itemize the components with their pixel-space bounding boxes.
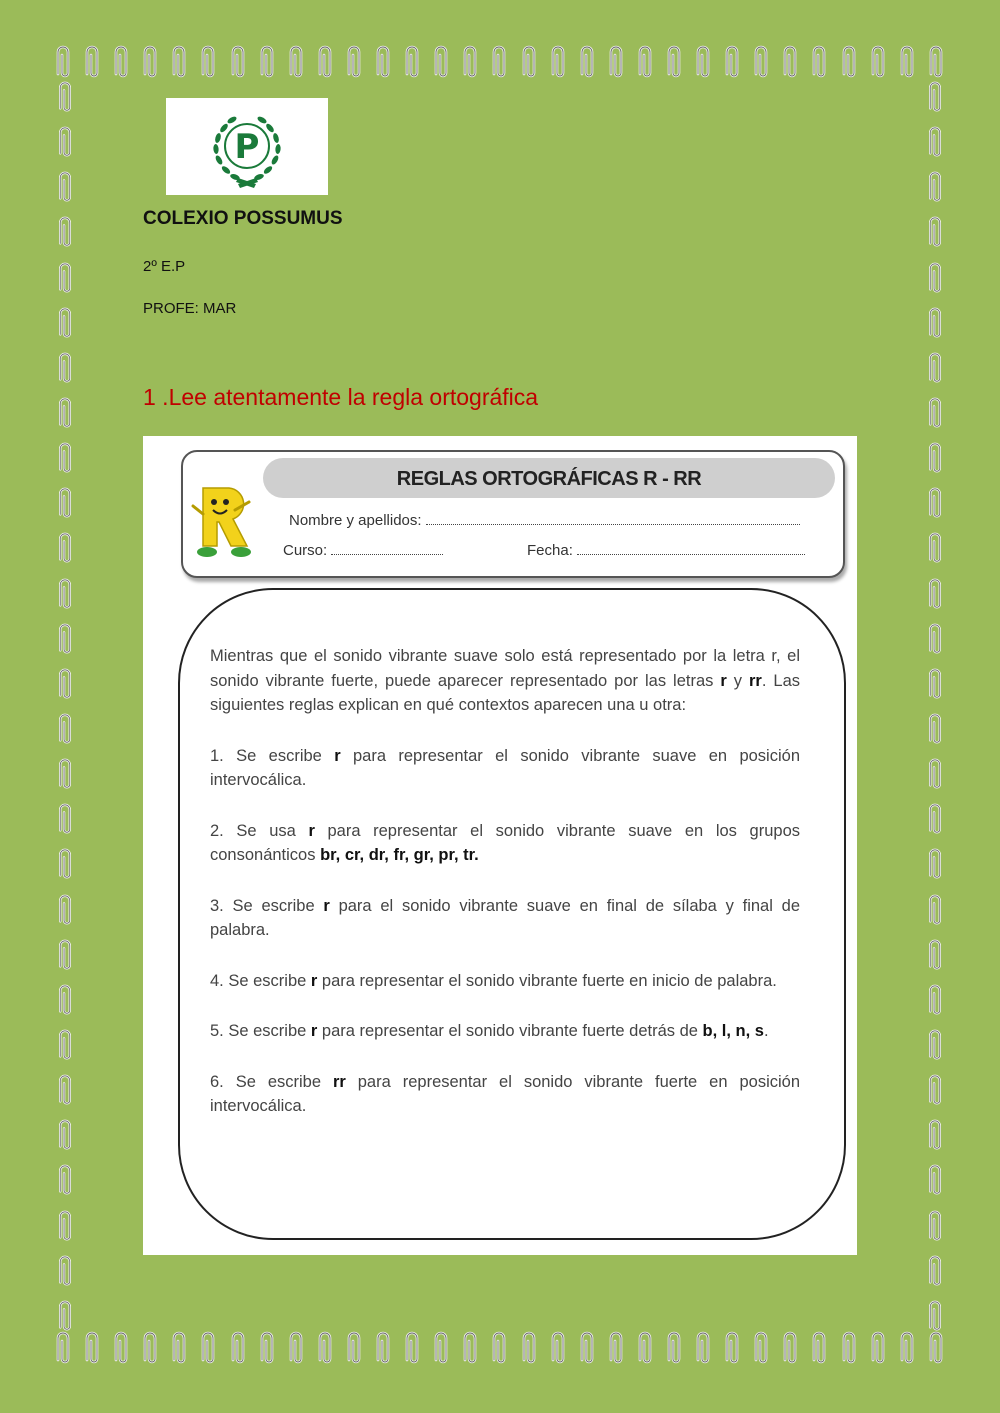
rules-box: [178, 588, 846, 1240]
paperclip-icon: [663, 44, 685, 82]
paperclip-icon: [168, 1330, 190, 1368]
intro-text-a: Mientras que el sonido vibrante suave solo está representado por la letra r, el sonido vibrante fuerte, puede aparecer representado por las letras: [210, 647, 800, 690]
paperclip-icon: [54, 215, 76, 251]
paperclip-icon: [924, 1163, 946, 1199]
paperclip-icon: [459, 44, 481, 82]
paperclip-icon: [924, 486, 946, 522]
paperclip-icon: [314, 1330, 336, 1368]
paperclip-icon: [750, 1330, 772, 1368]
paperclip-icon: [54, 396, 76, 432]
paperclip-icon: [634, 1330, 656, 1368]
paperclip-icon: [168, 44, 190, 82]
rules-intro: [210, 644, 800, 718]
school-name: COLEXIO POSSUMUS: [143, 208, 343, 229]
paperclip-icon: [54, 1028, 76, 1064]
rule-5: 5. Se escribe r para representar el sonido vibrante fuerte detrás de b, l, n, s.: [210, 1022, 769, 1040]
school-logo: [166, 98, 328, 195]
paperclip-icon: [547, 44, 569, 82]
paperclip-icon: [924, 351, 946, 387]
paperclip-icon: [54, 667, 76, 703]
teacher-label: PROFE: MAR: [143, 300, 237, 317]
course-blank: [331, 540, 443, 555]
course-label: 2º E.P: [143, 258, 186, 275]
intro-text-d: . Las siguientes reglas explican en qué contextos aparecen una u otra:: [210, 671, 801, 714]
paperclip-icon: [924, 306, 946, 342]
paperclip-icon: [924, 938, 946, 974]
rule-2: 2. Se usa r para representar el sonido vibrante suave en los grupos consonánticos br, cr, dr, fr, gr, pr, tr.: [210, 821, 800, 864]
intro-letter-rr: rr: [749, 671, 762, 690]
rule-6: 6. Se escribe rr para representar el sonido vibrante fuerte en posición intervocálica.: [210, 1072, 800, 1115]
course-field: [283, 540, 443, 559]
paperclip-icon: [924, 1118, 946, 1154]
paperclip-icon: [924, 396, 946, 432]
paperclip-icon: [547, 1330, 569, 1368]
paperclip-icon: [808, 44, 830, 82]
paperclip-icon: [924, 531, 946, 567]
paperclip-icon: [925, 44, 947, 82]
paperclip-icon: [896, 44, 918, 82]
paperclip-icon: [401, 1330, 423, 1368]
paperclip-icon: [54, 486, 76, 522]
paperclip-icon: [430, 1330, 452, 1368]
paperclip-icon: [139, 44, 161, 82]
paperclip-icon: [867, 44, 889, 82]
paperclip-icon: [227, 1330, 249, 1368]
paperclip-icon: [227, 44, 249, 82]
paperclip-icon: [663, 1330, 685, 1368]
paperclip-icon: [896, 1330, 918, 1368]
paperclip-icon: [54, 1299, 76, 1335]
paperclip-icon: [81, 44, 103, 82]
paperclip-icon: [924, 757, 946, 793]
paperclip-icon: [779, 44, 801, 82]
paperclip-icon: [343, 44, 365, 82]
paperclip-icon: [54, 1209, 76, 1245]
paperclip-icon: [576, 1330, 598, 1368]
intro-letter-r: r: [720, 671, 727, 690]
paperclip-icon: [924, 802, 946, 838]
paperclip-icon: [285, 1330, 307, 1368]
paperclip-icon: [54, 938, 76, 974]
paperclip-icon: [867, 1330, 889, 1368]
paperclip-icon: [54, 125, 76, 161]
paperclip-icon: [54, 802, 76, 838]
title-band: [263, 458, 835, 498]
paperclip-icon: [139, 1330, 161, 1368]
paperclip-border-right: [924, 80, 946, 1335]
paperclip-icon: [52, 1330, 74, 1368]
paperclip-border-left: [54, 80, 76, 1335]
paperclip-icon: [721, 1330, 743, 1368]
paperclip-border-bottom: [52, 1330, 947, 1368]
exercise-instruction: 1 .Lee atentamente la regla ortográfica: [143, 384, 539, 410]
paperclip-border-top: [52, 44, 947, 82]
paperclip-icon: [54, 351, 76, 387]
name-field: [289, 510, 800, 529]
paperclip-icon: [924, 261, 946, 297]
paperclip-icon: [81, 1330, 103, 1368]
paperclip-icon: [924, 1299, 946, 1335]
paperclip-icon: [924, 1209, 946, 1245]
paperclip-icon: [54, 1163, 76, 1199]
paperclip-icon: [54, 170, 76, 206]
paperclip-icon: [808, 1330, 830, 1368]
paperclip-icon: [54, 261, 76, 297]
paperclip-icon: [372, 1330, 394, 1368]
paperclip-icon: [692, 44, 714, 82]
course-field-label: Curso:: [283, 542, 328, 559]
paperclip-icon: [924, 712, 946, 748]
paperclip-icon: [54, 622, 76, 658]
paperclip-icon: [924, 125, 946, 161]
paperclip-icon: [54, 712, 76, 748]
name-blank: [426, 510, 800, 525]
paperclip-icon: [401, 44, 423, 82]
paperclip-icon: [518, 1330, 540, 1368]
paperclip-icon: [256, 44, 278, 82]
paperclip-icon: [605, 44, 627, 82]
rule-1: 1. Se escribe r para representar el sonido vibrante suave en posición intervocálica.: [210, 746, 800, 789]
paperclip-icon: [54, 1073, 76, 1109]
rule-3: 3. Se escribe r para el sonido vibrante suave en final de sílaba y final de palabra.: [210, 896, 800, 939]
paperclip-icon: [285, 44, 307, 82]
paperclip-icon: [54, 983, 76, 1019]
paperclip-icon: [54, 757, 76, 793]
paperclip-icon: [54, 577, 76, 613]
paperclip-icon: [430, 44, 452, 82]
paperclip-icon: [924, 893, 946, 929]
paperclip-icon: [838, 1330, 860, 1368]
paperclip-icon: [54, 893, 76, 929]
paperclip-icon: [924, 170, 946, 206]
paperclip-icon: [924, 1073, 946, 1109]
paperclip-icon: [750, 44, 772, 82]
paperclip-icon: [924, 441, 946, 477]
paperclip-icon: [488, 1330, 510, 1368]
paperclip-icon: [518, 44, 540, 82]
paperclip-icon: [197, 44, 219, 82]
paperclip-icon: [197, 1330, 219, 1368]
paperclip-icon: [924, 847, 946, 883]
paperclip-icon: [52, 44, 74, 82]
paperclip-icon: [54, 306, 76, 342]
date-blank: [577, 540, 805, 555]
paperclip-icon: [372, 44, 394, 82]
name-label: Nombre y apellidos:: [289, 512, 422, 529]
paperclip-icon: [256, 1330, 278, 1368]
paperclip-icon: [924, 667, 946, 703]
paperclip-icon: [54, 441, 76, 477]
paperclip-icon: [634, 44, 656, 82]
paperclip-icon: [110, 1330, 132, 1368]
paperclip-icon: [459, 1330, 481, 1368]
paperclip-icon: [314, 44, 336, 82]
paperclip-icon: [110, 44, 132, 82]
paperclip-icon: [924, 215, 946, 251]
paperclip-icon: [721, 44, 743, 82]
worksheet-title: REGLAS ORTOGRÁFICAS R - RR: [396, 468, 702, 490]
rules-text: [210, 644, 800, 1145]
letter-r-mascot-icon: [189, 480, 257, 562]
paperclip-icon: [924, 577, 946, 613]
paperclip-icon: [924, 983, 946, 1019]
paperclip-icon: [924, 1028, 946, 1064]
intro-text-c: y: [726, 671, 749, 690]
worksheet-header-card: [181, 450, 845, 578]
paperclip-icon: [692, 1330, 714, 1368]
paperclip-icon: [924, 622, 946, 658]
paperclip-icon: [924, 1254, 946, 1290]
date-field: [527, 540, 805, 559]
paperclip-icon: [838, 44, 860, 82]
rules-worksheet: [143, 436, 857, 1255]
paperclip-icon: [54, 80, 76, 116]
paperclip-icon: [576, 44, 598, 82]
paperclip-icon: [54, 1118, 76, 1154]
paperclip-icon: [54, 1254, 76, 1290]
rule-4: 4. Se escribe r para representar el sonido vibrante fuerte en inicio de palabra.: [210, 971, 777, 990]
laurel-wreath-logo-icon: [166, 98, 328, 195]
paperclip-icon: [924, 80, 946, 116]
paperclip-icon: [925, 1330, 947, 1368]
paperclip-icon: [488, 44, 510, 82]
paperclip-icon: [343, 1330, 365, 1368]
paperclip-icon: [54, 531, 76, 567]
paperclip-icon: [54, 847, 76, 883]
logo-letter: P: [234, 127, 260, 167]
paperclip-icon: [605, 1330, 627, 1368]
paperclip-icon: [779, 1330, 801, 1368]
date-label: Fecha:: [527, 542, 573, 559]
